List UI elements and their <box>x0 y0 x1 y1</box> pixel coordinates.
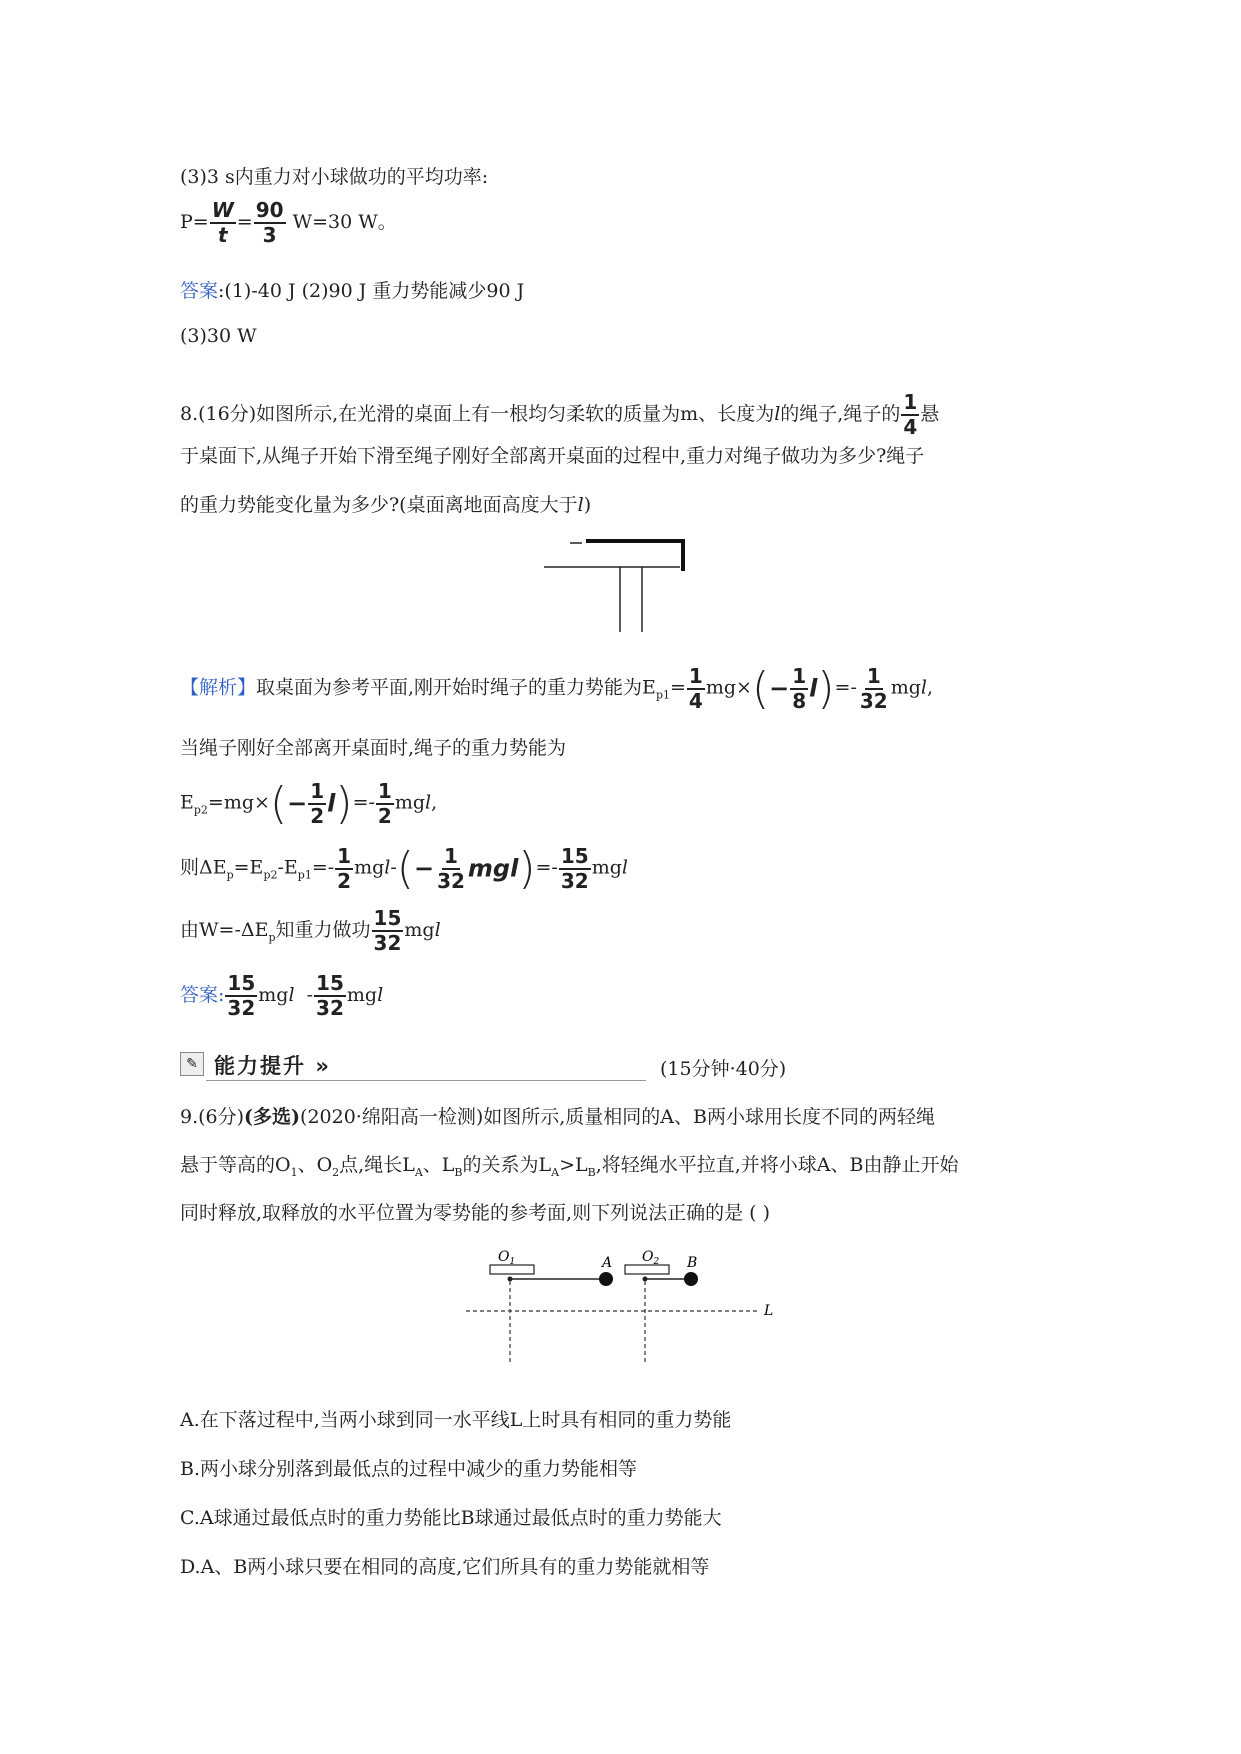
fraction <box>314 973 346 1019</box>
formula-text: , <box>927 676 934 699</box>
denominator: 32 <box>859 688 888 713</box>
question-text: 8.(16分)如图所示,在光滑的桌面上有一根均匀柔软的质量为m、长度为 <box>180 403 775 425</box>
fraction <box>225 973 257 1019</box>
answer-label: 答案 <box>180 984 219 1006</box>
pivot-o1 <box>508 1277 513 1282</box>
ball-a <box>599 1272 613 1286</box>
paren-close: ) <box>518 843 536 894</box>
numerator: 1 <box>688 663 703 688</box>
fraction <box>687 663 705 713</box>
q8-table-figure <box>540 535 690 635</box>
mgl-term: mgl <box>467 854 519 883</box>
variable-l: l <box>621 856 628 879</box>
denominator: 32 <box>560 868 589 893</box>
formula-text: mg <box>354 856 385 879</box>
subscript: A <box>551 1165 560 1179</box>
question-text: 点,绳长L <box>339 1154 415 1176</box>
question-text: (2020·绵阳高一检测)如图所示,质量相同的A、B两小球用长度不同的两轻绳 <box>300 1106 935 1128</box>
denominator: 32 <box>227 996 256 1020</box>
lightbulb-icon: ✎ <box>180 1052 204 1076</box>
denominator: t <box>217 223 228 247</box>
question-text: 的绳子,绳子的 <box>780 403 901 425</box>
numerator: 15 <box>227 971 256 995</box>
q9-option-b: B.两小球分别落到最低点的过程中减少的重力势能相等 <box>180 1458 638 1480</box>
fraction <box>254 200 286 246</box>
formula-text: mg <box>404 919 435 941</box>
numerator: 15 <box>373 906 402 930</box>
formula-text: =- <box>535 856 558 879</box>
numerator: W <box>211 198 234 222</box>
label-a: A <box>602 1255 613 1271</box>
formula-text: mg <box>258 984 289 1006</box>
fraction <box>372 908 404 954</box>
question-text: 悬 <box>920 403 940 425</box>
question-text: 、L <box>422 1154 455 1176</box>
subscript: A <box>414 1165 423 1179</box>
formula-text: P= <box>180 211 209 233</box>
numerator: 1 <box>444 843 458 868</box>
formula-text: W=30 W。 <box>286 211 397 233</box>
formula-text: =- <box>834 676 857 699</box>
q9-option-c: C.A球通过最低点时的重力势能比B球通过最低点时的重力势能大 <box>180 1507 722 1529</box>
sol8-line5 <box>180 908 441 954</box>
subscript: p <box>268 930 276 944</box>
formula-text: - <box>306 984 314 1006</box>
formula-text: mg× <box>705 676 752 699</box>
question-number: 9.(6分) <box>180 1106 245 1128</box>
analysis-label: 【解析】 <box>180 676 257 699</box>
sol8-line2: 当绳子刚好全部离开桌面时,绳子的重力势能为 <box>180 737 567 759</box>
numerator: 1 <box>792 663 807 688</box>
formula-text: 由W=-ΔE <box>180 919 269 941</box>
support-o2 <box>625 1265 669 1274</box>
label-l: L <box>764 1303 774 1319</box>
q8-line3 <box>180 490 591 517</box>
paren-open: ( <box>751 663 770 714</box>
formula-text: mg <box>346 984 378 1006</box>
formula-text: =mg× <box>207 791 270 814</box>
variable-l: l <box>425 791 432 814</box>
fraction <box>901 392 919 438</box>
sol8-line3 <box>180 778 437 829</box>
solution-text: 知重力做功 <box>275 919 371 941</box>
q9-line1 <box>180 1102 935 1129</box>
subscript: 2 <box>332 1165 340 1179</box>
denominator: 2 <box>337 868 352 893</box>
formula-text: 则ΔE <box>180 856 227 879</box>
fraction <box>376 778 394 828</box>
numerator: 1 <box>377 778 392 803</box>
denominator: 32 <box>316 996 344 1020</box>
formula-text: =E <box>233 856 264 879</box>
ball-b <box>684 1272 698 1286</box>
section-header <box>180 1050 1060 1082</box>
sol8-line4 <box>180 843 628 894</box>
question-text: 、O <box>297 1154 333 1176</box>
question-text: ,将轻绳水平拉直,并将小球A、B由静止开始 <box>595 1154 959 1176</box>
question-text: 的重力势能变化量为多少?(桌面离地面高度大于 <box>180 494 578 516</box>
numerator: 1 <box>310 778 325 803</box>
variable-l: l <box>577 494 584 516</box>
variable-l: l <box>774 403 781 425</box>
multi-select-tag: (多选) <box>244 1106 301 1128</box>
question-text: 悬于等高的O <box>180 1154 291 1176</box>
numerator: 1 <box>866 663 881 688</box>
answer-label: 答案 <box>180 280 219 302</box>
denominator: 2 <box>377 803 392 828</box>
sol7-part3-label: (3)3 s内重力对小球做功的平均功率: <box>180 166 489 188</box>
formula-text: =- <box>311 856 335 879</box>
answer-colon: : <box>218 984 225 1006</box>
denominator: 32 <box>373 931 402 955</box>
q8-line1 <box>180 392 939 438</box>
q9-option-d: D.A、B两小球只要在相同的高度,它们所具有的重力势能就相等 <box>180 1556 710 1578</box>
label-o1: $O_1$ <box>498 1249 516 1267</box>
section-divider <box>206 1080 646 1081</box>
fraction <box>790 663 808 713</box>
answer-text: :(1)-40 J (2)90 J 重力势能减少90 J <box>218 280 525 302</box>
sol8-answer <box>180 973 383 1019</box>
formula-text: mg <box>394 791 426 814</box>
paren-close: ) <box>817 663 835 714</box>
fraction <box>335 843 353 893</box>
formula-text: - <box>390 856 397 879</box>
paren-close: ) <box>335 778 353 829</box>
sol8-line1 <box>180 663 933 714</box>
minus-sign: − <box>769 674 790 703</box>
variable-l: l <box>434 919 441 941</box>
formula-text: = <box>236 211 253 233</box>
fraction <box>559 843 591 893</box>
section-title-text: 能力提升 <box>214 1054 306 1078</box>
q9-line3: 同时释放,取释放的水平位置为零势能的参考面,则下列说法正确的是 ( ) <box>180 1202 770 1224</box>
denominator: 32 <box>437 868 465 893</box>
numerator: 90 <box>255 198 284 222</box>
formula-text: , <box>431 791 438 814</box>
denominator: 3 <box>262 223 277 247</box>
variable-l: l <box>920 676 927 699</box>
section-time: (15分钟·40分) <box>660 1058 787 1080</box>
double-arrow-icon: » <box>315 1054 331 1078</box>
q8-line2: 于桌面下,从绳子开始下滑至绳子刚好全部离开桌面的过程中,重力对绳子做功为多少?绳子 <box>180 445 925 467</box>
fraction <box>210 200 236 246</box>
section-title <box>214 1050 331 1080</box>
numerator: 15 <box>560 843 589 868</box>
question-text: 的关系为L <box>462 1154 552 1176</box>
numerator: 1 <box>337 843 352 868</box>
fraction <box>435 843 467 893</box>
q9-line2 <box>180 1150 958 1179</box>
sol7-answer-line2: (3)30 W <box>180 325 257 347</box>
label-o2: $O_2$ <box>642 1249 660 1267</box>
sol7-answer <box>180 276 524 303</box>
subscript: p <box>226 868 234 882</box>
variable-l: l <box>288 984 295 1006</box>
fraction <box>858 663 890 713</box>
sol7-power-formula <box>180 200 397 246</box>
question-text: >L <box>559 1154 588 1176</box>
subscript: p2 <box>263 868 278 882</box>
formula-text: = <box>669 676 686 699</box>
question-text: ) <box>583 494 592 516</box>
label-b: B <box>687 1255 698 1271</box>
formula-text: E <box>180 791 194 814</box>
denominator: 8 <box>792 688 807 713</box>
paren-open: ( <box>269 778 288 829</box>
formula-text: mg <box>591 856 622 879</box>
minus-sign: − <box>287 789 308 818</box>
formula-text: mg <box>890 676 921 699</box>
subscript: p1 <box>655 688 670 702</box>
q9-option-a: A.在下落过程中,当两小球到同一水平线L上时具有相同的重力势能 <box>180 1409 732 1431</box>
variable-l: l <box>809 674 818 703</box>
subscript: 1 <box>290 1165 298 1179</box>
denominator: 4 <box>688 688 703 713</box>
solution-text: 取桌面为参考平面,刚开始时绳子的重力势能为E <box>256 676 656 699</box>
denominator: 4 <box>903 415 918 439</box>
variable-l: l <box>327 789 336 818</box>
numerator: 1 <box>903 390 918 414</box>
subscript: B <box>454 1165 463 1179</box>
variable-l: l <box>377 984 384 1006</box>
pivot-o2 <box>643 1277 648 1282</box>
subscript: B <box>587 1165 596 1179</box>
subscript: p1 <box>297 868 312 882</box>
denominator: 2 <box>310 803 325 828</box>
formula-text: =- <box>352 791 375 814</box>
subscript: p2 <box>193 803 208 817</box>
formula-text: -E <box>277 856 298 879</box>
fraction <box>308 778 326 828</box>
variable-l: l <box>384 856 391 879</box>
q9-pendulum-figure <box>460 1245 790 1365</box>
paren-open: ( <box>396 843 414 894</box>
minus-sign: − <box>413 854 435 883</box>
numerator: 15 <box>316 971 344 995</box>
